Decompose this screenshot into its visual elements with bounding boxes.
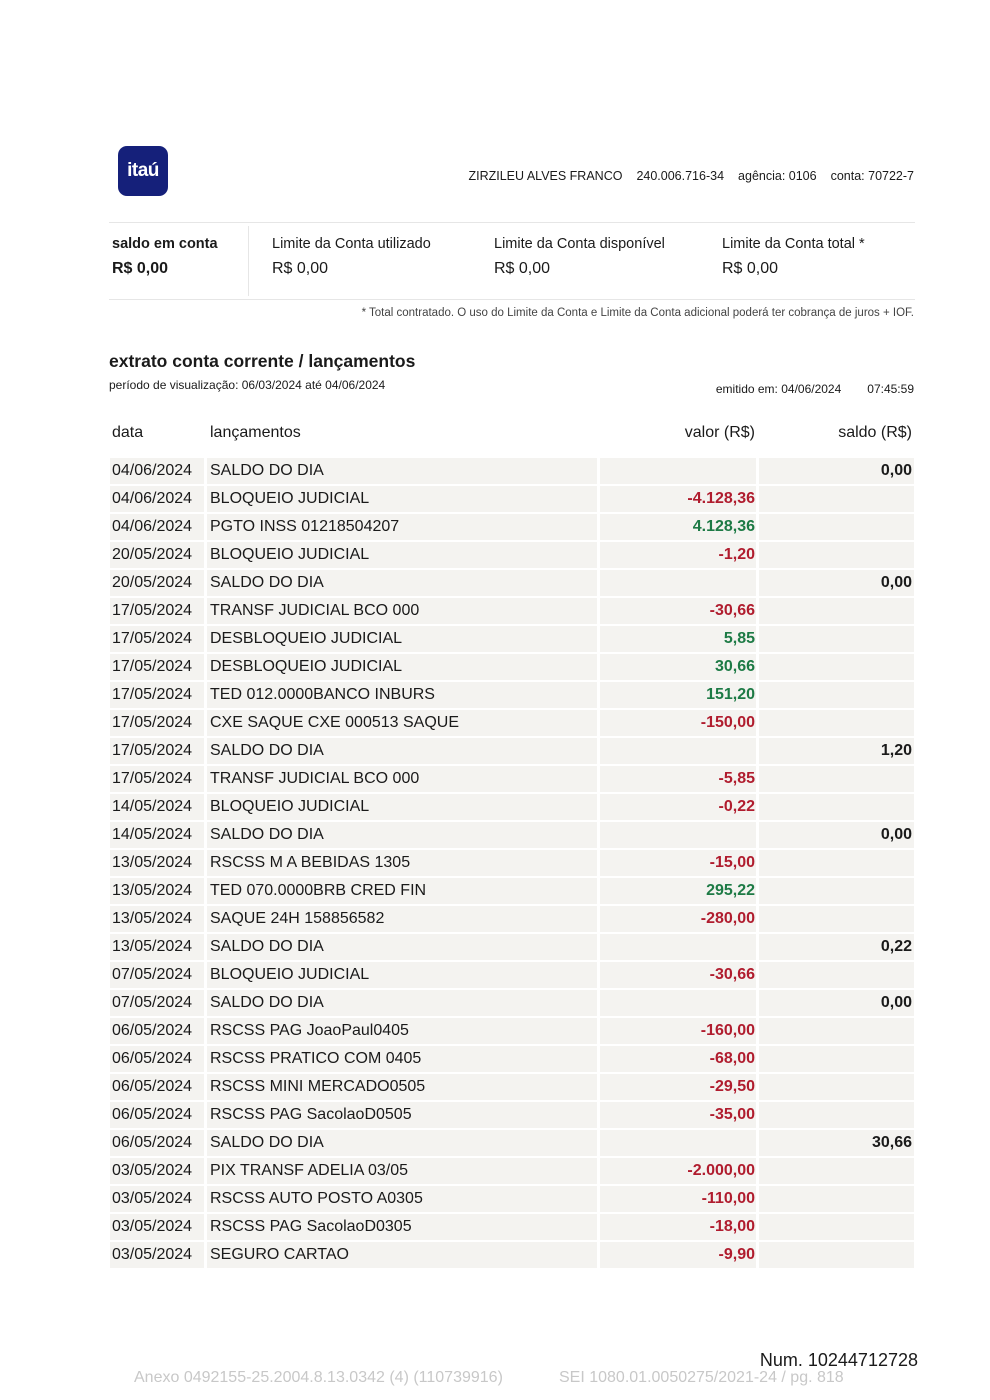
- row-date: 17/05/2024: [110, 738, 204, 764]
- logo-text: itaú: [127, 160, 159, 181]
- account-cpf: 240.006.716-34: [636, 169, 725, 183]
- row-balance: [759, 962, 914, 988]
- row-description: TRANSF JUDICIAL BCO 000: [207, 598, 597, 624]
- row-value: -280,00: [600, 906, 756, 932]
- row-balance: 0,00: [759, 458, 914, 484]
- header-description: lançamentos: [210, 424, 301, 441]
- row-value: -68,00: [600, 1046, 756, 1072]
- row-date: 06/05/2024: [110, 1130, 204, 1156]
- table-row: [110, 878, 914, 904]
- row-date: 06/05/2024: [110, 1046, 204, 1072]
- row-description: PIX TRANSF ADELIA 03/05: [207, 1158, 597, 1184]
- row-value: [600, 458, 756, 484]
- row-balance: 1,20: [759, 738, 914, 764]
- row-date: 03/05/2024: [110, 1158, 204, 1184]
- row-value: -150,00: [600, 710, 756, 736]
- row-date: 17/05/2024: [110, 626, 204, 652]
- limit-footnote: * Total contratado. O uso do Limite da Conta e Limite da Conta adicional poderá ter cobrança de juros + IOF.: [361, 307, 914, 319]
- row-balance: 0,00: [759, 990, 914, 1016]
- row-date: 13/05/2024: [110, 906, 204, 932]
- balance-label: Limite da Conta total *: [722, 236, 865, 252]
- row-date: 14/05/2024: [110, 822, 204, 848]
- row-description: RSCSS MINI MERCADO0505: [207, 1074, 597, 1100]
- table-row: [110, 682, 914, 708]
- table-row: [110, 570, 914, 596]
- table-row: [110, 1158, 914, 1184]
- row-description: SAQUE 24H 158856582: [207, 906, 597, 932]
- row-description: RSCSS PAG SacolaoD0305: [207, 1214, 597, 1240]
- table-row: [110, 1046, 914, 1072]
- table-row: [110, 1242, 914, 1268]
- row-balance: [759, 1242, 914, 1268]
- row-description: DESBLOQUEIO JUDICIAL: [207, 626, 597, 652]
- header-value: valor (R$): [684, 424, 755, 441]
- row-value: 5,85: [600, 626, 756, 652]
- account-number: conta: 70722-7: [830, 169, 914, 183]
- row-date: 06/05/2024: [110, 1018, 204, 1044]
- table-row: [110, 822, 914, 848]
- row-value: -5,85: [600, 766, 756, 792]
- row-date: 13/05/2024: [110, 850, 204, 876]
- row-balance: [759, 486, 914, 512]
- emitted-date: emitido em: 04/06/2024: [715, 382, 842, 396]
- row-value: -29,50: [600, 1074, 756, 1100]
- row-balance: [759, 626, 914, 652]
- row-date: 07/05/2024: [110, 962, 204, 988]
- table-row: [110, 850, 914, 876]
- row-date: 17/05/2024: [110, 682, 204, 708]
- row-value: -9,90: [600, 1242, 756, 1268]
- balance-label: Limite da Conta utilizado: [272, 236, 431, 252]
- row-description: SALDO DO DIA: [207, 934, 597, 960]
- emitted-time: 07:45:59: [867, 382, 914, 396]
- row-value: -30,66: [600, 962, 756, 988]
- row-date: 03/05/2024: [110, 1214, 204, 1240]
- row-description: CXE SAQUE CXE 000513 SAQUE: [207, 710, 597, 736]
- row-value: [600, 822, 756, 848]
- transactions-table: [110, 458, 914, 1270]
- table-row: [110, 906, 914, 932]
- row-description: RSCSS PRATICO COM 0405: [207, 1046, 597, 1072]
- balance-label: Limite da Conta disponível: [494, 236, 665, 252]
- table-header: [109, 424, 915, 446]
- balance-limite-total: [722, 236, 865, 278]
- row-description: BLOQUEIO JUDICIAL: [207, 542, 597, 568]
- row-balance: [759, 542, 914, 568]
- row-date: 06/05/2024: [110, 1102, 204, 1128]
- table-row: [110, 626, 914, 652]
- row-description: TRANSF JUDICIAL BCO 000: [207, 766, 597, 792]
- row-value: [600, 934, 756, 960]
- row-balance: [759, 878, 914, 904]
- row-description: RSCSS M A BEBIDAS 1305: [207, 850, 597, 876]
- table-row: [110, 1102, 914, 1128]
- balances-summary: [112, 236, 914, 284]
- row-description: TED 070.0000BRB CRED FIN: [207, 878, 597, 904]
- row-value: -30,66: [600, 598, 756, 624]
- row-balance: [759, 794, 914, 820]
- table-row: [110, 990, 914, 1016]
- row-balance: [759, 1074, 914, 1100]
- row-description: SALDO DO DIA: [207, 570, 597, 596]
- row-description: SEGURO CARTAO: [207, 1242, 597, 1268]
- row-value: [600, 1130, 756, 1156]
- balance-limite-utilizado: [272, 236, 431, 278]
- statement-emitted: [716, 382, 914, 396]
- table-row: [110, 598, 914, 624]
- balance-label: saldo em conta: [112, 236, 218, 252]
- row-value: -1,20: [600, 542, 756, 568]
- annex-stamp: Anexo 0492155-25.2004.8.13.0342 (4) (110739916): [134, 1369, 503, 1386]
- row-value: 4.128,36: [600, 514, 756, 540]
- row-value: -110,00: [600, 1186, 756, 1212]
- row-balance: [759, 1186, 914, 1212]
- table-row: [110, 710, 914, 736]
- row-value: -4.128,36: [600, 486, 756, 512]
- statement-period: período de visualização: 06/03/2024 até 04/06/2024: [109, 378, 386, 392]
- row-date: 17/05/2024: [110, 654, 204, 680]
- account-info: [468, 169, 914, 183]
- row-description: BLOQUEIO JUDICIAL: [207, 486, 597, 512]
- account-holder-name: ZIRZILEU ALVES FRANCO: [468, 169, 623, 183]
- row-date: 17/05/2024: [110, 710, 204, 736]
- itau-logo: [118, 146, 168, 196]
- row-balance: [759, 598, 914, 624]
- row-value: [600, 570, 756, 596]
- table-row: [110, 654, 914, 680]
- table-row: [110, 542, 914, 568]
- balance-saldo-em-conta: [112, 236, 218, 278]
- statement-title: extrato conta corrente / lançamentos: [109, 351, 416, 371]
- row-balance: 0,22: [759, 934, 914, 960]
- row-description: BLOQUEIO JUDICIAL: [207, 962, 597, 988]
- table-row: [110, 962, 914, 988]
- table-row: [110, 1018, 914, 1044]
- row-description: SALDO DO DIA: [207, 990, 597, 1016]
- row-description: RSCSS AUTO POSTO A0305: [207, 1186, 597, 1212]
- row-balance: 30,66: [759, 1130, 914, 1156]
- row-balance: [759, 850, 914, 876]
- row-description: SALDO DO DIA: [207, 738, 597, 764]
- row-value: [600, 990, 756, 1016]
- table-row: [110, 1074, 914, 1100]
- divider-top: [109, 222, 915, 223]
- row-date: 20/05/2024: [110, 570, 204, 596]
- row-balance: [759, 766, 914, 792]
- table-row: [110, 934, 914, 960]
- row-description: BLOQUEIO JUDICIAL: [207, 794, 597, 820]
- row-date: 20/05/2024: [110, 542, 204, 568]
- row-description: RSCSS PAG JoaoPaul0405: [207, 1018, 597, 1044]
- row-balance: [759, 654, 914, 680]
- row-balance: [759, 906, 914, 932]
- row-value: -0,22: [600, 794, 756, 820]
- balance-limite-disponivel: [494, 236, 665, 278]
- row-value: -18,00: [600, 1214, 756, 1240]
- row-description: SALDO DO DIA: [207, 822, 597, 848]
- document-number: Num. 10244712728: [759, 1350, 918, 1370]
- header-date: data: [112, 424, 144, 441]
- table-row: [110, 514, 914, 540]
- row-balance: [759, 514, 914, 540]
- balance-separator: [248, 226, 249, 296]
- row-value: -160,00: [600, 1018, 756, 1044]
- row-date: 07/05/2024: [110, 990, 204, 1016]
- row-date: 04/06/2024: [110, 458, 204, 484]
- row-description: TED 012.0000BANCO INBURS: [207, 682, 597, 708]
- row-description: SALDO DO DIA: [207, 458, 597, 484]
- balance-value: R$ 0,00: [272, 260, 329, 277]
- row-date: 03/05/2024: [110, 1242, 204, 1268]
- row-balance: [759, 1018, 914, 1044]
- row-balance: [759, 1158, 914, 1184]
- row-value: -15,00: [600, 850, 756, 876]
- balance-value: R$ 0,00: [112, 260, 169, 277]
- row-date: 03/05/2024: [110, 1186, 204, 1212]
- table-row: [110, 486, 914, 512]
- row-balance: [759, 1102, 914, 1128]
- row-date: 06/05/2024: [110, 1074, 204, 1100]
- row-date: 13/05/2024: [110, 878, 204, 904]
- table-row: [110, 458, 914, 484]
- divider-bottom: [109, 299, 915, 300]
- row-description: DESBLOQUEIO JUDICIAL: [207, 654, 597, 680]
- row-value: 30,66: [600, 654, 756, 680]
- sei-stamp: SEI 1080.01.0050275/2021-24 / pg. 818: [559, 1369, 844, 1386]
- table-row: [110, 738, 914, 764]
- row-date: 14/05/2024: [110, 794, 204, 820]
- row-description: PGTO INSS 01218504207: [207, 514, 597, 540]
- balance-value: R$ 0,00: [494, 260, 551, 277]
- row-value: 295,22: [600, 878, 756, 904]
- row-value: 151,20: [600, 682, 756, 708]
- row-description: RSCSS PAG SacolaoD0505: [207, 1102, 597, 1128]
- table-row: [110, 1130, 914, 1156]
- row-date: 17/05/2024: [110, 598, 204, 624]
- row-value: [600, 738, 756, 764]
- row-date: 04/06/2024: [110, 514, 204, 540]
- balance-value: R$ 0,00: [722, 260, 779, 277]
- row-balance: [759, 1214, 914, 1240]
- row-value: -35,00: [600, 1102, 756, 1128]
- row-date: 13/05/2024: [110, 934, 204, 960]
- row-balance: [759, 682, 914, 708]
- row-description: SALDO DO DIA: [207, 1130, 597, 1156]
- row-balance: [759, 710, 914, 736]
- table-row: [110, 766, 914, 792]
- row-balance: 0,00: [759, 822, 914, 848]
- table-row: [110, 794, 914, 820]
- row-date: 04/06/2024: [110, 486, 204, 512]
- table-row: [110, 1214, 914, 1240]
- row-date: 17/05/2024: [110, 766, 204, 792]
- row-balance: 0,00: [759, 570, 914, 596]
- table-row: [110, 1186, 914, 1212]
- row-balance: [759, 1046, 914, 1072]
- account-agency: agência: 0106: [738, 169, 817, 183]
- row-value: -2.000,00: [600, 1158, 756, 1184]
- header-balance: saldo (R$): [838, 424, 912, 441]
